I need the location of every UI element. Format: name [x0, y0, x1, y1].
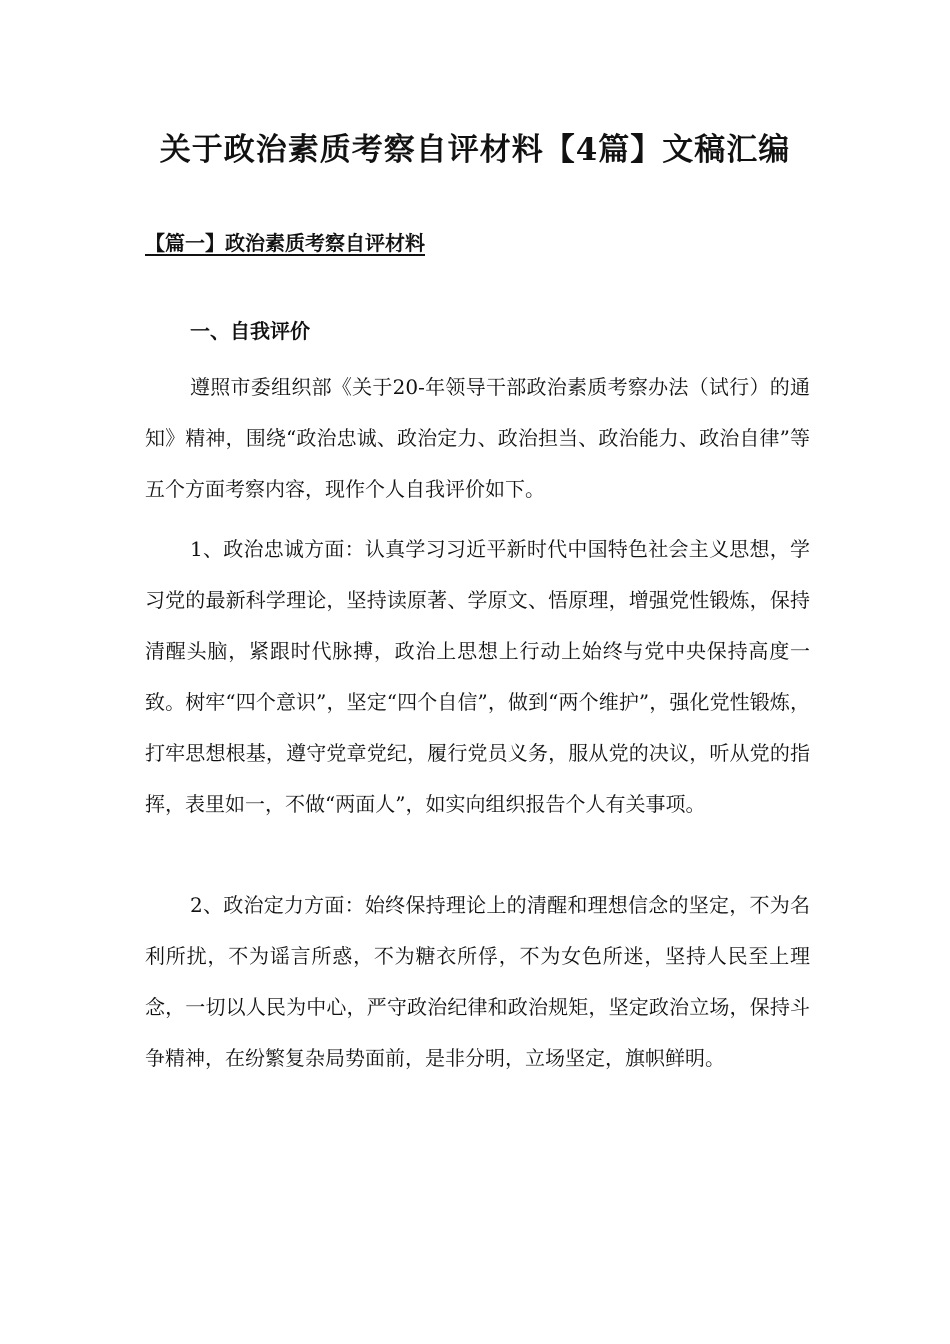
- political-loyalty-paragraph: 1、政治忠诚方面：认真学习习近平新时代中国特色社会主义思想，学习党的最新科学理论，坚持读原著、学原文、悟原理，增强党性锻炼，保持清醒头脑，紧跟时代脉搏，政治上思想上行动上始终与党中央保持高度一致。树牢“四个意识”，坚定“四个自信”，做到“两个维护”，强化党性锻炼，打牢思想根基，遵守党章党纪，履行党员义务，服从党的决议，听从党的指挥，表里如一，不做“两面人”，如实向组织报告个人有关事项。: [145, 537, 810, 816]
- document-title: 关于政治素质考察自评材料【4篇】文稿汇编: [159, 132, 791, 168]
- sub-heading: 一、自我评价: [190, 319, 310, 343]
- intro-paragraph: 遵照市委组织部《关于20-年领导干部政治素质考察办法（试行）的通知》精神，围绕“政治忠诚、政治定力、政治担当、政治能力、政治自律”等五个方面考察内容，现作个人自我评价如下。: [145, 375, 810, 501]
- section-heading: 【篇一】政治素质考察自评材料: [145, 231, 425, 255]
- political-steadfastness-paragraph: 2、政治定力方面：始终保持理论上的清醒和理想信念的坚定，不为名利所扰，不为谣言所惑，不为糖衣所俘，不为女色所迷，坚持人民至上理念，一切以人民为中心，严守政治纪律和政治规矩，坚定政治立场，保持斗争精神，在纷繁复杂局势面前，是非分明，立场坚定，旗帜鲜明。: [145, 893, 810, 1070]
